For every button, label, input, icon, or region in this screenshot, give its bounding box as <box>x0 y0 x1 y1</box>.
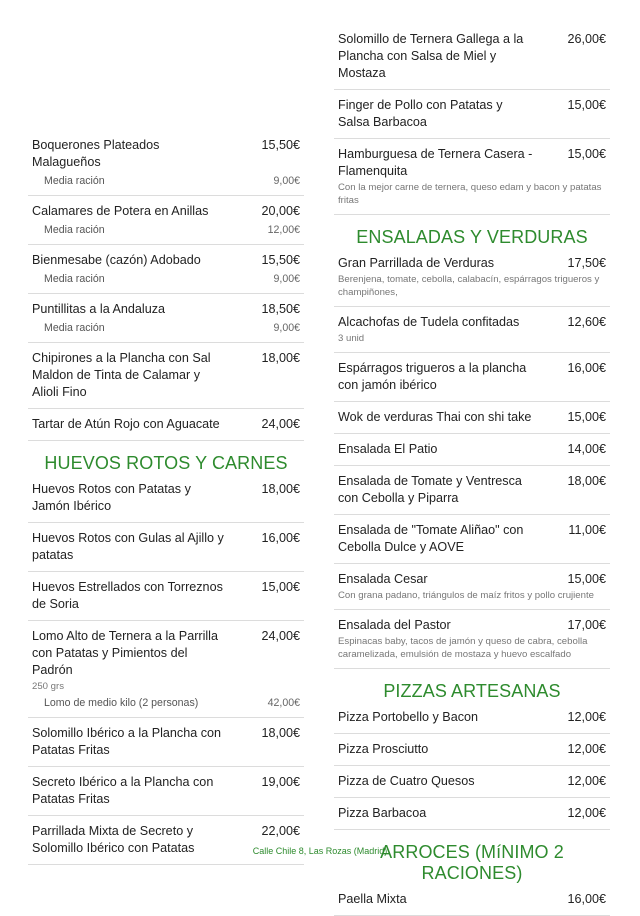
menu-item <box>334 438 610 466</box>
half-portion-row <box>32 272 300 286</box>
item-name: Huevos Estrellados con Torreznos de Soria <box>32 580 223 611</box>
item-name: Calamares de Potera en Anillas <box>32 204 209 218</box>
item-price: 17,00€ <box>567 618 606 632</box>
item-price: 16,00€ <box>567 361 606 375</box>
item-name: Hamburguesa de Ternera Casera - Flamenquita <box>338 147 533 178</box>
item-price: 15,50€ <box>261 253 300 267</box>
menu-section <box>334 227 610 669</box>
half-portion-price: 12,00€ <box>267 224 300 236</box>
item-name: Puntillitas a la Andaluza <box>32 302 166 316</box>
menu-item <box>28 249 304 294</box>
half-portion-row <box>32 223 300 237</box>
section-title: HUEVOS ROTOS Y CARNES <box>44 453 288 473</box>
menu-item-row <box>338 97 606 131</box>
item-price: 11,00€ <box>568 523 606 537</box>
menu-section <box>334 28 610 215</box>
item-name: Lomo Alto de Ternera a la Parrilla con Patatas y Pimientos del Padrón <box>32 629 218 677</box>
menu-item <box>28 200 304 245</box>
item-name: Huevos Rotos con Gulas al Ajillo y patatas <box>32 531 224 562</box>
item-name: Espárragos trigueros a la plancha con jamón ibérico <box>338 361 527 392</box>
item-description: Con grana padano, triángulos de maíz fritos y pollo crujiente <box>338 590 594 601</box>
menu-item <box>334 406 610 434</box>
item-name: Tartar de Atún Rojo con Aguacate <box>32 417 220 431</box>
item-name: Pizza Prosciutto <box>338 742 429 756</box>
item-price: 15,00€ <box>567 410 606 424</box>
menu-item-row <box>32 301 300 318</box>
menu-item <box>28 771 304 816</box>
item-price: 15,50€ <box>261 138 300 152</box>
item-description: Espinacas baby, tacos de jamón y queso de cabra, cebolla caramelizada, emulsión de mostaza y huevo escalfado <box>338 636 588 660</box>
item-name: Solomillo Ibérico a la Plancha con Patatas Fritas <box>32 726 222 757</box>
item-name: Alcachofas de Tudela confitadas <box>338 315 520 329</box>
menu-item-row <box>338 409 606 426</box>
item-name: Pizza Barbacoa <box>338 806 427 820</box>
item-name: Gran Parrillada de Verduras <box>338 256 495 270</box>
half-portion-price: 9,00€ <box>273 273 300 285</box>
item-price: 16,00€ <box>261 531 300 545</box>
item-description: Berenjena, tomate, cebolla, calabacín, espárragos trigueros y champiñones, <box>338 274 600 298</box>
menu-item <box>28 478 304 523</box>
item-description: 3 unid <box>338 333 365 344</box>
half-portion-row <box>32 321 300 335</box>
item-price: 18,00€ <box>261 351 300 365</box>
menu-item <box>334 888 610 916</box>
half-portion-price: 9,00€ <box>273 175 300 187</box>
item-name: Finger de Pollo con Patatas y Salsa Barbacoa <box>338 98 503 129</box>
menu-item-row <box>338 522 606 556</box>
menu-item-row <box>338 891 606 908</box>
item-name: Ensalada de Tomate y Ventresca con Cebolla y Piparra <box>338 474 522 505</box>
menu-item-row <box>338 773 606 790</box>
item-price: 18,50€ <box>261 302 300 316</box>
menu-item-row <box>32 350 300 401</box>
menu-column-right <box>334 28 610 916</box>
menu-item <box>28 134 304 196</box>
menu-item <box>28 527 304 572</box>
menu-item-row <box>32 252 300 269</box>
item-price: 15,00€ <box>567 98 606 112</box>
half-portion-row <box>32 174 300 188</box>
item-price: 20,00€ <box>261 204 300 218</box>
item-price: 16,00€ <box>567 892 606 906</box>
half-portion-label: Media ración <box>44 273 105 285</box>
footer-address: Calle Chile 8, Las Rozas (Madrid) <box>252 846 388 856</box>
item-name: Ensalada El Patio <box>338 442 438 456</box>
item-price: 18,00€ <box>567 474 606 488</box>
menu-item <box>28 298 304 343</box>
menu-item <box>334 770 610 798</box>
menu-item-row <box>338 741 606 758</box>
item-name: Pizza Portobello y Bacon <box>338 710 479 724</box>
item-price: 12,60€ <box>567 315 606 329</box>
item-price: 15,00€ <box>567 147 606 161</box>
item-name: Bienmesabe (cazón) Adobado <box>32 253 201 267</box>
item-price: 19,00€ <box>261 775 300 789</box>
item-name: Ensalada de "Tomate Aliñao" con Cebolla Dulce y AOVE <box>338 523 524 554</box>
menu-item <box>28 347 304 409</box>
item-name: Parrillada Mixta de Secreto y Solomillo Ibérico con Patatas <box>32 824 195 855</box>
item-price: 24,00€ <box>261 629 300 643</box>
menu-item-row <box>338 709 606 726</box>
menu-item <box>28 722 304 767</box>
half-portion-label: Media ración <box>44 322 105 334</box>
item-price: 18,00€ <box>261 726 300 740</box>
section-title: ARROCES (MíNIMO 2 RACIONES) <box>380 842 564 883</box>
item-price: 12,00€ <box>567 710 606 724</box>
menu-item <box>334 357 610 402</box>
item-price: 18,00€ <box>261 482 300 496</box>
menu-item <box>334 252 610 307</box>
item-price: 26,00€ <box>567 32 606 46</box>
menu-item <box>334 802 610 830</box>
menu-item-row <box>338 360 606 394</box>
menu-item-row <box>338 441 606 458</box>
menu-item <box>334 143 610 215</box>
item-price: 15,00€ <box>261 580 300 594</box>
menu-item <box>334 311 610 353</box>
menu-item <box>334 706 610 734</box>
menu-item-row <box>32 628 300 679</box>
item-name: Secreto Ibérico a la Plancha con Patatas Fritas <box>32 775 214 806</box>
menu-item-row <box>338 31 606 82</box>
item-description: 250 grs <box>32 681 64 692</box>
menu-item-row <box>338 255 606 272</box>
item-price: 15,00€ <box>567 572 606 586</box>
menu-item-row <box>338 473 606 507</box>
menu-item-row <box>338 617 606 634</box>
item-name: Ensalada Cesar <box>338 572 428 586</box>
menu-section <box>28 134 304 441</box>
item-name: Pizza de Cuatro Quesos <box>338 774 475 788</box>
menu-item <box>28 576 304 621</box>
menu-item <box>28 625 304 718</box>
item-name: Solomillo de Ternera Gallega a la Plancha con Salsa de Miel y Mostaza <box>338 32 524 80</box>
menu-item-row <box>32 530 300 564</box>
section-title: ENSALADAS Y VERDURAS <box>356 227 588 247</box>
item-price: 12,00€ <box>567 742 606 756</box>
menu-item <box>334 94 610 139</box>
item-price: 24,00€ <box>261 417 300 431</box>
menu-item <box>334 519 610 564</box>
menu-section <box>28 453 304 865</box>
menu-item <box>28 820 304 865</box>
menu-item <box>334 470 610 515</box>
menu-item-row <box>32 725 300 759</box>
item-name: Chipirones a la Plancha con Sal Maldon de Tinta de Calamar y Alioli Fino <box>32 351 211 399</box>
item-description: Con la mejor carne de ternera, queso edam y bacon y patatas fritas <box>338 182 602 206</box>
item-name: Wok de verduras Thai con shi take <box>338 410 532 424</box>
menu-item-row <box>32 203 300 220</box>
menu-section <box>334 681 610 830</box>
half-portion-price: 42,00€ <box>267 697 300 709</box>
item-price: 12,00€ <box>567 806 606 820</box>
menu-column-left <box>28 134 304 865</box>
menu-item-row <box>338 571 606 588</box>
item-name: Huevos Rotos con Patatas y Jamón Ibérico <box>32 482 191 513</box>
half-portion-label: Lomo de medio kilo (2 personas) <box>44 697 199 709</box>
item-name: Ensalada del Pastor <box>338 618 451 632</box>
menu-item-row <box>338 314 606 331</box>
half-portion-price: 9,00€ <box>273 322 300 334</box>
section-title: PIZZAS ARTESANAS <box>383 681 561 701</box>
half-portion-label: Media ración <box>44 224 105 236</box>
item-price: 12,00€ <box>567 774 606 788</box>
menu-item-row <box>338 805 606 822</box>
half-portion-label: Media ración <box>44 175 105 187</box>
menu-item-row <box>338 146 606 180</box>
menu-item-row <box>32 137 300 171</box>
menu-item <box>334 614 610 669</box>
menu-item-row <box>32 774 300 808</box>
item-price: 22,00€ <box>261 824 300 838</box>
menu-item <box>334 28 610 90</box>
menu-item <box>334 568 610 610</box>
item-price: 14,00€ <box>567 442 606 456</box>
item-name: Boquerones Plateados Malagueños <box>32 138 160 169</box>
half-portion-row <box>32 696 300 710</box>
menu-item <box>28 413 304 441</box>
menu-item-row <box>32 579 300 613</box>
item-price: 17,50€ <box>567 256 606 270</box>
item-name: Paella Mixta <box>338 892 407 906</box>
menu-item-row <box>32 481 300 515</box>
menu-item <box>334 738 610 766</box>
menu-item-row <box>32 416 300 433</box>
